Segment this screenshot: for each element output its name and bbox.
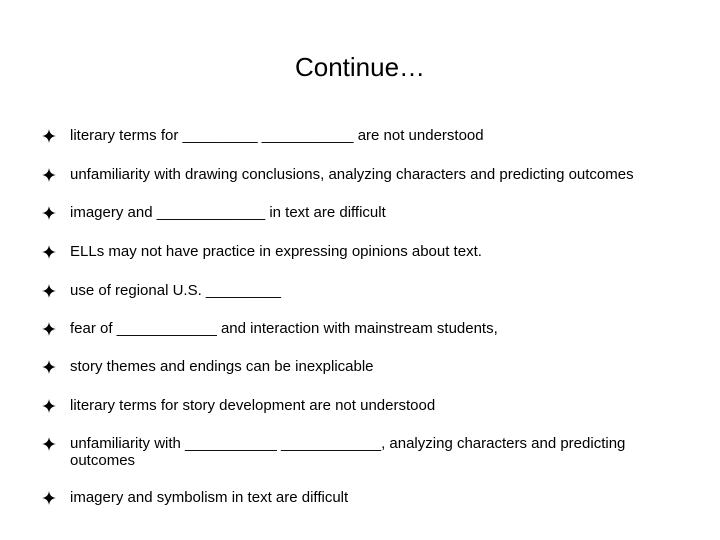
bullet-item xyxy=(42,435,682,469)
bullet-item xyxy=(42,243,682,260)
diamond-star-icon xyxy=(42,360,56,374)
bullet-text: literary terms for story development are not understood xyxy=(70,397,436,414)
slide-title: Continue… xyxy=(294,52,426,82)
diamond-star-icon xyxy=(42,491,56,505)
diamond-star-icon xyxy=(42,284,56,298)
bullet-text: story themes and endings can be inexplicable xyxy=(70,358,374,375)
diamond-star-icon xyxy=(42,437,56,451)
bullet-text: imagery and _____________ in text are difficult xyxy=(70,204,386,221)
bullet-text: use of regional U.S. _________ xyxy=(70,282,281,299)
bullet-item xyxy=(42,489,682,506)
bullet-text: fear of ____________ and interaction with mainstream students, xyxy=(70,320,498,337)
bullet-item xyxy=(42,358,682,375)
bullet-item xyxy=(42,127,682,144)
bullet-item xyxy=(42,166,682,183)
bullet-item xyxy=(42,320,682,337)
bullet-text: unfamiliarity with drawing conclusions, analyzing characters and predicting outcomes xyxy=(70,166,634,183)
bullet-item xyxy=(42,282,682,299)
bullet-text: literary terms for _________ ___________ are not understood xyxy=(70,127,484,144)
diamond-star-icon xyxy=(42,129,56,143)
diamond-star-icon xyxy=(42,245,56,259)
bullet-item xyxy=(42,204,682,221)
diamond-star-icon xyxy=(42,399,56,413)
bullet-text: imagery and symbolism in text are difficult xyxy=(70,489,349,506)
bullet-text: ELLs may not have practice in expressing opinions about text. xyxy=(70,243,482,260)
bullet-item xyxy=(42,397,682,414)
diamond-star-icon xyxy=(42,206,56,220)
bullet-text: unfamiliarity with ___________ ____________, analyzing characters and predicting outcomes xyxy=(70,435,626,469)
diamond-star-icon xyxy=(42,168,56,182)
diamond-star-icon xyxy=(42,322,56,336)
